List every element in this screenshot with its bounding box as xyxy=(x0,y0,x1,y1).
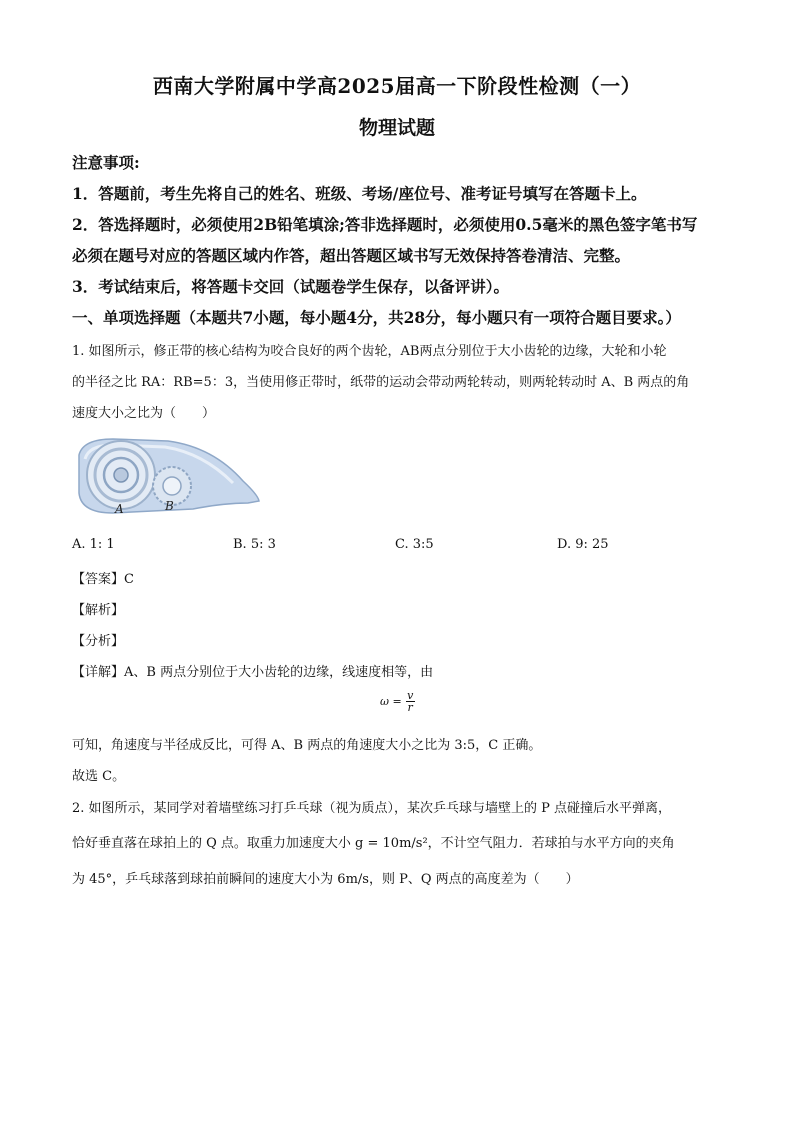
q1-choice: 故选 C。 xyxy=(72,769,126,784)
notice-item-3: 3．考试结束后，将答题卡交回（试题卷学生保存，以备评讲）。 xyxy=(72,277,510,296)
q1-line-2: 的半径之比 RA：RB=5：3，当使用修正带时，纸带的运动会带动两轮转动，则两轮转动时 A、B 两点的角 xyxy=(72,375,690,390)
q1-line-1: 1. 如图所示，修正带的核心结构为咬合良好的两个齿轮，AB两点分别位于大小齿轮的边缘，大轮和小轮 xyxy=(72,344,667,359)
label-a: A xyxy=(115,502,124,516)
q1-answer: 【答案】C xyxy=(72,572,134,587)
q1-detail: 【详解】A、B 两点分别位于大小齿轮的边缘，线速度相等，由 xyxy=(72,665,434,680)
exam-title: 西南大学附属中学高2025届高一下阶段性检测（一） xyxy=(152,74,642,98)
section-heading: 一、单项选择题（本题共7小题，每小题4分，共28分，每小题只有一项符合题目要求。） xyxy=(72,308,681,327)
notice-item-2: 2．答选择题时，必须使用2B铅笔填涂;答非选择题时，必须使用0.5毫米的黑色签字笔书写 xyxy=(72,215,698,234)
q1-option-c: C. 3:5 xyxy=(395,537,434,552)
formula-lhs: ω = xyxy=(380,695,402,708)
q1-fenxi: 【分析】 xyxy=(72,634,125,649)
correction-tape-figure xyxy=(73,433,263,522)
exam-subtitle: 物理试题 xyxy=(358,117,435,139)
q2-line-1: 2. 如图所示，某同学对着墙壁练习打乒乓球（视为质点），某次乒乓球与墙壁上的 P 点碰撞后水平弹离， xyxy=(72,801,672,816)
q1-option-b: B. 5: 3 xyxy=(233,537,276,552)
notice-heading: 注意事项: xyxy=(72,153,140,172)
formula-denominator: r xyxy=(407,701,413,714)
notice-item-1: 1．答题前，考生先将自己的姓名、班级、考场/座位号、准考证号填写在答题卡上。 xyxy=(72,184,647,203)
q1-option-a: A. 1: 1 xyxy=(72,537,115,552)
q1-option-d: D. 9: 25 xyxy=(557,537,609,552)
q1-conclusion: 可知，角速度与半径成反比，可得 A、B 两点的角速度大小之比为 3:5，C 正确。 xyxy=(72,738,542,753)
q1-line-3: 速度大小之比为（ ） xyxy=(72,406,216,421)
omega-formula xyxy=(380,690,415,713)
label-b: B xyxy=(165,499,174,513)
formula-numerator: v xyxy=(407,689,414,702)
q2-line-3: 为 45°，乒乓球落到球拍前瞬间的速度大小为 6m/s，则 P、Q 两点的高度差为（ ） xyxy=(72,872,579,887)
q2-line-2: 恰好垂直落在球拍上的 Q 点。取重力加速度大小 g = 10m/s²，不计空气阻力．若球拍与水平方向的夹角 xyxy=(72,836,675,851)
q1-analysis: 【解析】 xyxy=(72,603,125,618)
notice-item-2-cont: 必须在题号对应的答题区域内作答，超出答题区域书写无效保持答卷清洁、完整。 xyxy=(72,246,631,265)
